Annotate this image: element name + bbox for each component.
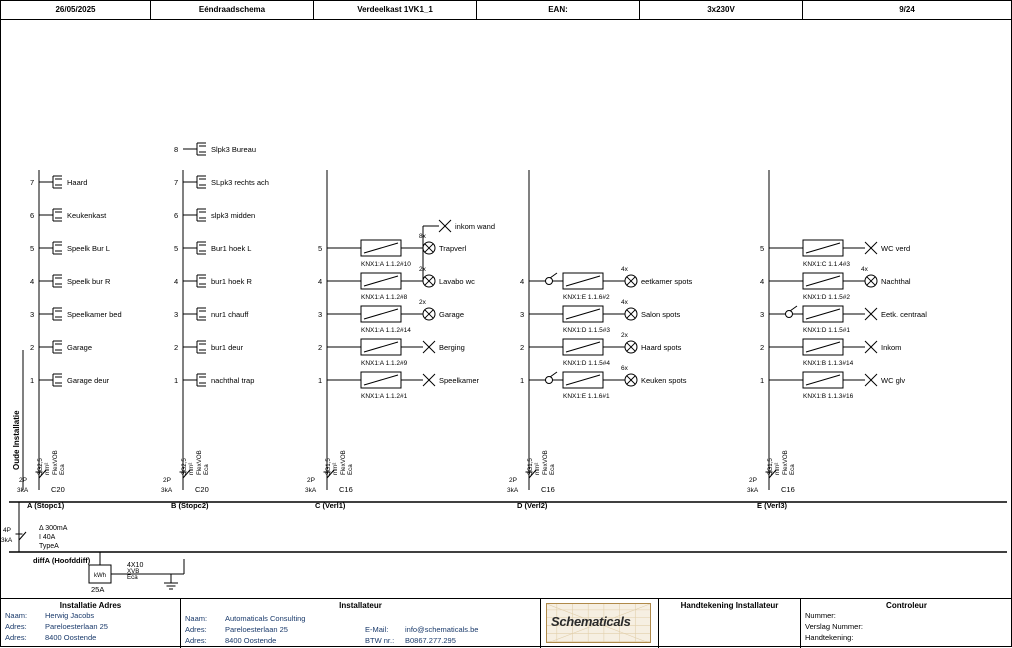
header-cell-ean: EAN: <box>477 1 640 19</box>
actuator-D (Verl2)-2 <box>563 339 603 355</box>
actuator-C (Verl1)-2 <box>361 339 401 355</box>
footer-inst-v1: Pareloesterlaan 25 <box>225 625 288 634</box>
row-number-B (Stopc2)-1: 1 <box>174 376 179 385</box>
row-number-D (Verl2)-3: 3 <box>520 310 525 319</box>
footer-inst-v2: 8400 Oostende <box>225 636 277 645</box>
row-number-B (Stopc2)-3: 3 <box>174 310 179 319</box>
socket-B (Stopc2)-3 <box>197 308 206 320</box>
breaker-pole-E (Verl3): 2P <box>749 477 757 484</box>
main-diff-current: I 40A <box>39 534 56 541</box>
breaker-ka-E (Verl3): 3kA <box>747 487 759 494</box>
row-label-A (Stopc1)-2: Garage <box>67 343 93 352</box>
footer-ia-v0: Herwig Jacobs <box>45 611 95 620</box>
actuator-E (Verl3)-5 <box>803 240 843 256</box>
row-label-B (Stopc2)-1: nachthal trap <box>211 376 255 385</box>
actuator-C (Verl1)-5 <box>361 240 401 256</box>
sheet-footer <box>1 598 1012 647</box>
pushbutton-E-3 <box>786 306 798 318</box>
row-label-B (Stopc2)-7: SLpk3 rechts ach <box>211 178 269 187</box>
footer-ia-k1: Adres: <box>5 622 27 631</box>
row-label-B (Stopc2)-4: bur1 hoek R <box>211 277 252 286</box>
footer-ia-k0: Naam: <box>5 611 28 620</box>
lightpoint-E (Verl3)-1 <box>865 374 877 386</box>
knx-code-E (Verl3)-5: KNX1:C 1.1.4#3 <box>803 261 850 268</box>
socket-A (Stopc1)-1 <box>53 374 62 386</box>
footer-ctrl-k0: Nummer: <box>805 611 836 620</box>
meter-rating: 25A <box>91 585 105 594</box>
cable-unit-B (Stopc2): mm² <box>188 462 195 475</box>
knx-code-E (Verl3)-2: KNX1:B 1.1.3#14 <box>803 360 854 367</box>
breaker-rating-B (Stopc2): C20 <box>195 485 209 494</box>
actuator-C (Verl1)-4 <box>361 273 401 289</box>
row-number-C (Verl1)-2: 2 <box>318 343 323 352</box>
actuator-E (Verl3)-4 <box>803 273 843 289</box>
footer-controller <box>801 599 1012 648</box>
row-number-B (Stopc2)-7: 7 <box>174 178 179 187</box>
socket-B (Stopc2)-4 <box>197 275 206 287</box>
socket-B (Stopc2)-5 <box>197 242 206 254</box>
knx-code-E (Verl3)-4: KNX1:D 1.1.5#2 <box>803 294 850 301</box>
socket-B (Stopc2)-7 <box>197 176 206 188</box>
row-label-C (Verl1)-3: Garage <box>439 310 465 319</box>
row-number-C (Verl1)-5: 5 <box>318 244 323 253</box>
footer-inst-v0: Automaticals Consulting <box>225 614 306 623</box>
row-label-A (Stopc1)-6: Keukenkast <box>67 211 107 220</box>
row-label-C (Verl1)-5: Trapverl <box>439 244 467 253</box>
footer-inst-k0: Naam: <box>185 614 208 623</box>
cable-unit-D (Verl2): mm² <box>534 462 541 475</box>
footer-inst-k1: Adres: <box>185 625 207 634</box>
footer-inst2-v1: B0867.277.295 <box>405 636 456 645</box>
row-label-B (Stopc2)-6: slpk3 midden <box>211 211 256 220</box>
header-cell-page: 9/24 <box>899 5 915 14</box>
left-vertical-label: Oude Installatie <box>12 410 21 470</box>
row-label-inkom-wand: inkom wand <box>455 222 496 231</box>
socket-A (Stopc1)-3 <box>53 308 62 320</box>
footer-controller-title: Controleur <box>886 601 927 610</box>
row-label-D (Verl2)-1: Keuken spots <box>641 376 687 385</box>
cable-unit-E (Verl3): mm² <box>774 462 781 475</box>
row-label-A (Stopc1)-3: Speelkamer bed <box>67 310 122 319</box>
footer-logo-cell <box>541 599 659 648</box>
actuator-D (Verl2)-1 <box>563 372 603 388</box>
breaker-rating-D (Verl2): C16 <box>541 485 555 494</box>
row-number-E (Verl3)-4: 4 <box>760 277 765 286</box>
lightpoint-inkom-wand <box>439 220 451 232</box>
footer-inst2-k0: E-Mail: <box>365 625 389 634</box>
row-label-D (Verl2)-3: Salon spots <box>641 310 681 319</box>
meter-cable-type: XVB <box>127 568 140 575</box>
row-number-B (Stopc2)-8: 8 <box>174 145 179 154</box>
multiplier-C (Verl1)-3: 2x <box>419 299 426 306</box>
breaker-ka-C (Verl1): 3kA <box>305 487 317 494</box>
row-label-E (Verl3)-3: Eetk. centraal <box>881 310 927 319</box>
actuator-E (Verl3)-3 <box>803 306 843 322</box>
lightpoint-E (Verl3)-3 <box>865 308 877 320</box>
header-cell-panel: Verdeelkast 1VK1_1 <box>314 1 477 19</box>
socket-A (Stopc1)-5 <box>53 242 62 254</box>
lamp-D (Verl2)-2 <box>625 341 637 353</box>
row-number-A (Stopc1)-5: 5 <box>30 244 35 253</box>
lamp-C (Verl1)-3 <box>423 308 435 320</box>
row-label-E (Verl3)-2: Inkom <box>881 343 902 352</box>
cable-class-C (Verl1): Eca <box>347 464 354 475</box>
meter-cable: 4X10 <box>127 562 144 569</box>
header-cell-doctype: Eéndraadschema <box>151 1 314 19</box>
row-label-E (Verl3)-1: WC glv <box>881 376 906 385</box>
lamp-D (Verl2)-3 <box>625 308 637 320</box>
breaker-pole-C (Verl1): 2P <box>307 477 315 484</box>
knx-code-D (Verl2)-2: KNX1:D 1.1.5#4 <box>563 360 610 367</box>
multiplier-E (Verl3)-4: 4x <box>861 266 868 273</box>
cable-type-B (Stopc2): FlexVOB <box>196 450 203 475</box>
footer-installer-title: Installateur <box>339 601 382 610</box>
breaker-ka-B (Stopc2): 3kA <box>161 487 173 494</box>
footer-inst-k2: Adres: <box>185 636 207 645</box>
row-number-B (Stopc2)-2: 2 <box>174 343 179 352</box>
lightpoint-C (Verl1)-2 <box>423 341 435 353</box>
sheet-header <box>1 1 1012 20</box>
breaker-pole-D (Verl2): 2P <box>509 477 517 484</box>
multiplier-D (Verl2)-3: 4x <box>621 299 628 306</box>
row-number-B (Stopc2)-6: 6 <box>174 211 179 220</box>
row-label-C (Verl1)-2: Berging <box>439 343 465 352</box>
footer-installation-title: Installatie Adres <box>59 601 122 610</box>
knx-code-C (Verl1)-4: KNX1:A 1.1.2#8 <box>361 294 408 301</box>
company-logo <box>546 603 651 643</box>
row-label-D (Verl2)-2: Haard spots <box>641 343 682 352</box>
row-label-B (Stopc2)-2: bur1 deur <box>211 343 244 352</box>
row-number-E (Verl3)-2: 2 <box>760 343 765 352</box>
multiplier-C (Verl1)-5: 8x <box>419 233 426 240</box>
footer-installation-address <box>1 599 181 648</box>
lamp-C (Verl1)-4 <box>423 275 435 287</box>
knx-code-C (Verl1)-2: KNX1:A 1.1.2#9 <box>361 360 408 367</box>
main-diff-name: diffA (Hoofddiff) <box>33 556 91 565</box>
knx-code-D (Verl2)-4: KNX1:E 1.1.6#2 <box>563 294 610 301</box>
lamp-C (Verl1)-5 <box>423 242 435 254</box>
socket-A (Stopc1)-4 <box>53 275 62 287</box>
cable-section-E (Verl3): 3G1,5 <box>767 458 774 475</box>
circuit-name-C (Verl1): C (Verl1) <box>315 501 346 510</box>
circuit-name-A (Stopc1): A (Stopc1) <box>27 501 65 510</box>
circuit-name-E (Verl3): E (Verl3) <box>757 501 788 510</box>
breaker-pole-B (Stopc2): 2P <box>163 477 171 484</box>
footer-ia-v2: 8400 Oostende <box>45 633 97 642</box>
pushbutton-D-1 <box>546 372 558 384</box>
meter-icon-label: kWh <box>94 573 106 579</box>
lamp-D (Verl2)-1 <box>625 374 637 386</box>
lightpoint-C (Verl1)-1 <box>423 374 435 386</box>
socket-B (Stopc2)-6 <box>197 209 206 221</box>
footer-ctrl-k1: Verslag Nummer: <box>805 622 863 631</box>
cable-section-C (Verl1): 3G1,5 <box>325 458 332 475</box>
row-label-B (Stopc2)-8: Slpk3 Bureau <box>211 145 257 154</box>
row-number-C (Verl1)-4: 4 <box>318 277 323 286</box>
row-label-A (Stopc1)-5: Speelk Bur L <box>67 244 110 253</box>
actuator-E (Verl3)-1 <box>803 372 843 388</box>
cable-section-A (Stopc1): 3G2,5 <box>37 458 44 475</box>
cable-class-D (Verl2): Eca <box>549 464 556 475</box>
footer-ia-k2: Adres: <box>5 633 27 642</box>
row-number-B (Stopc2)-4: 4 <box>174 277 179 286</box>
footer-installer <box>181 599 541 648</box>
socket-B (Stopc2)-2 <box>197 341 206 353</box>
cable-type-C (Verl1): FlexVOB <box>340 450 347 475</box>
row-label-A (Stopc1)-1: Garage deur <box>67 376 110 385</box>
header-cell-voltage: 3x230V <box>640 1 803 19</box>
main-diff-sensitivity: Δ 300mA <box>39 525 68 532</box>
footer-signature <box>659 599 801 648</box>
footer-ia-v1: Pareloesterlaan 25 <box>45 622 108 631</box>
meter-cable-class: Eca <box>127 574 138 581</box>
row-label-C (Verl1)-4: Lavabo wc <box>439 277 475 286</box>
breaker-ka-A (Stopc1): 3kA <box>17 487 29 494</box>
cable-unit-C (Verl1): mm² <box>332 462 339 475</box>
socket-B (Stopc2)-1 <box>197 374 206 386</box>
multiplier-D (Verl2)-2: 2x <box>621 332 628 339</box>
main-diff-pole: 4P <box>3 527 11 534</box>
main-diff-type: TypeA <box>39 543 59 550</box>
socket-A (Stopc1)-6 <box>53 209 62 221</box>
row-number-D (Verl2)-4: 4 <box>520 277 525 286</box>
knx-code-C (Verl1)-3: KNX1:A 1.1.2#14 <box>361 327 411 334</box>
row-label-B (Stopc2)-5: Bur1 hoek L <box>211 244 252 253</box>
cable-class-E (Verl3): Eca <box>789 464 796 475</box>
row-number-A (Stopc1)-2: 2 <box>30 343 35 352</box>
schematic-svg <box>1 20 1012 598</box>
row-number-E (Verl3)-1: 1 <box>760 376 765 385</box>
breaker-rating-A (Stopc1): C20 <box>51 485 65 494</box>
breaker-rating-E (Verl3): C16 <box>781 485 795 494</box>
header-cell-date: 26/05/2025 <box>1 1 151 19</box>
circuit-name-B (Stopc2): B (Stopc2) <box>171 501 209 510</box>
cable-class-A (Stopc1): Eca <box>59 464 66 475</box>
knx-code-E (Verl3)-3: KNX1:D 1.1.5#1 <box>803 327 850 334</box>
lightpoint-E (Verl3)-5 <box>865 242 877 254</box>
row-label-E (Verl3)-4: Nachthal <box>881 277 911 286</box>
cable-type-D (Verl2): FlexVOB <box>542 450 549 475</box>
multiplier-D (Verl2)-1: 6x <box>621 365 628 372</box>
multiplier-C (Verl1)-4: 2x <box>419 266 426 273</box>
pushbutton-D-4 <box>546 273 558 285</box>
cable-unit-A (Stopc1): mm² <box>44 462 51 475</box>
row-number-C (Verl1)-3: 3 <box>318 310 323 319</box>
socket-A (Stopc1)-7 <box>53 176 62 188</box>
row-number-E (Verl3)-3: 3 <box>760 310 765 319</box>
row-label-A (Stopc1)-4: Speelk bur R <box>67 277 111 286</box>
row-label-C (Verl1)-1: Speelkamer <box>439 376 480 385</box>
knx-code-C (Verl1)-1: KNX1:A 1.1.2#1 <box>361 393 408 400</box>
cable-type-A (Stopc1): FlexVOB <box>52 450 59 475</box>
footer-ctrl-k2: Handtekening: <box>805 633 854 642</box>
row-label-B (Stopc2)-3: nur1 chauff <box>211 310 249 319</box>
footer-inst2-v0: info@schematicals.be <box>405 625 479 634</box>
breaker-rating-C (Verl1): C16 <box>339 485 353 494</box>
footer-signature-title: Handtekening Installateur <box>680 601 779 610</box>
socket-B (Stopc2)-8 <box>197 143 206 155</box>
actuator-E (Verl3)-2 <box>803 339 843 355</box>
row-number-D (Verl2)-2: 2 <box>520 343 525 352</box>
knx-code-D (Verl2)-1: KNX1:E 1.1.6#1 <box>563 393 610 400</box>
breaker-pole-A (Stopc1): 2P <box>19 477 27 484</box>
main-diff-ka: 3kA <box>1 537 13 544</box>
knx-code-E (Verl3)-1: KNX1:B 1.1.3#16 <box>803 393 854 400</box>
main-diff-symbol <box>16 532 27 552</box>
actuator-C (Verl1)-1 <box>361 372 401 388</box>
multiplier-D (Verl2)-4: 4x <box>621 266 628 273</box>
actuator-D (Verl2)-4 <box>563 273 603 289</box>
row-number-A (Stopc1)-4: 4 <box>30 277 35 286</box>
knx-code-D (Verl2)-3: KNX1:D 1.1.5#3 <box>563 327 610 334</box>
row-number-B (Stopc2)-5: 5 <box>174 244 179 253</box>
logo-text: Schematicals <box>551 614 631 629</box>
actuator-D (Verl2)-3 <box>563 306 603 322</box>
cable-section-B (Stopc2): 3G2,5 <box>181 458 188 475</box>
socket-A (Stopc1)-2 <box>53 341 62 353</box>
row-number-E (Verl3)-5: 5 <box>760 244 765 253</box>
breaker-ka-D (Verl2): 3kA <box>507 487 519 494</box>
circuit-name-D (Verl2): D (Verl2) <box>517 501 548 510</box>
lamp-E (Verl3)-4 <box>865 275 877 287</box>
row-number-D (Verl2)-1: 1 <box>520 376 525 385</box>
row-number-A (Stopc1)-6: 6 <box>30 211 35 220</box>
footer-inst2-k1: BTW nr.: <box>365 636 395 645</box>
cable-type-E (Verl3): FlexVOB <box>782 450 789 475</box>
row-number-A (Stopc1)-1: 1 <box>30 376 35 385</box>
row-number-A (Stopc1)-7: 7 <box>30 178 35 187</box>
cable-class-B (Stopc2): Eca <box>203 464 210 475</box>
lamp-D (Verl2)-4 <box>625 275 637 287</box>
lightpoint-E (Verl3)-2 <box>865 341 877 353</box>
row-label-A (Stopc1)-7: Haard <box>67 178 88 187</box>
row-number-A (Stopc1)-3: 3 <box>30 310 35 319</box>
knx-code-C (Verl1)-5: KNX1:A 1.1.2#10 <box>361 261 411 268</box>
row-label-E (Verl3)-5: WC verd <box>881 244 911 253</box>
row-label-D (Verl2)-4: eetkamer spots <box>641 277 693 286</box>
cable-section-D (Verl2): 3G1,5 <box>527 458 534 475</box>
row-number-C (Verl1)-1: 1 <box>318 376 323 385</box>
actuator-C (Verl1)-3 <box>361 306 401 322</box>
